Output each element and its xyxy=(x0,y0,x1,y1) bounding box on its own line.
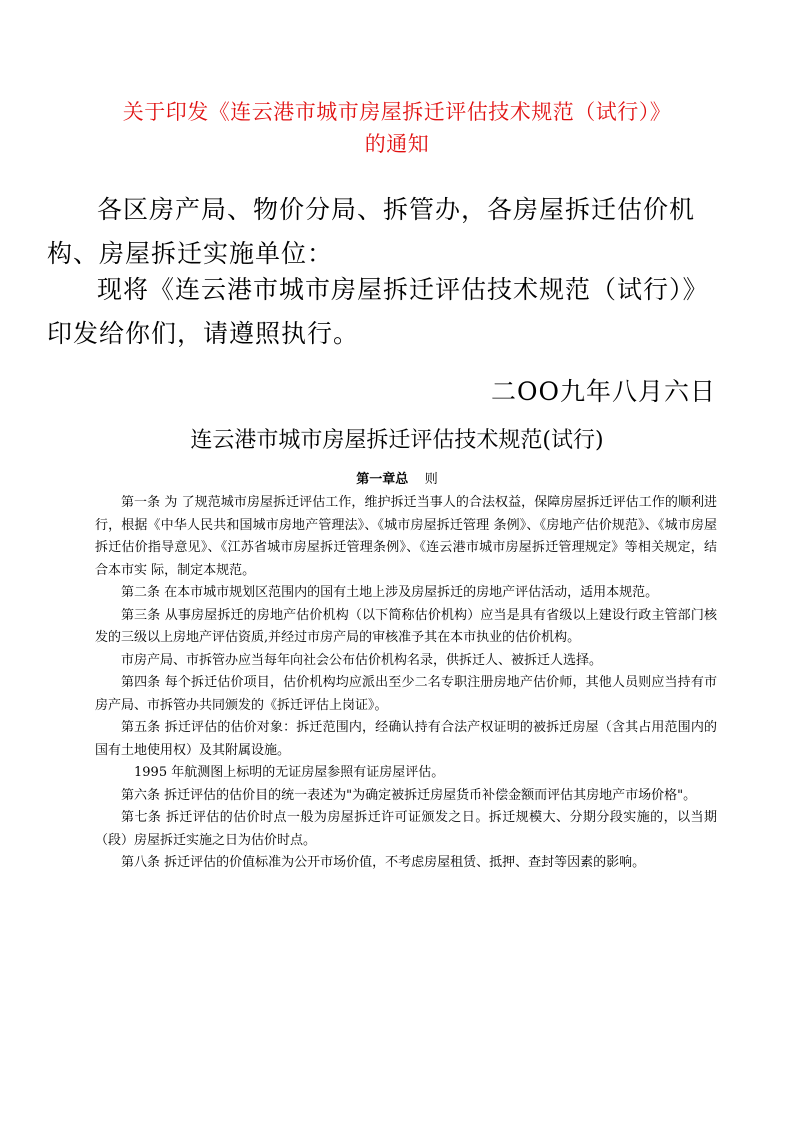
chapter-heading-text: 第一章总 xyxy=(356,472,409,487)
article-paragraph: 市房产局、市拆管办应当每年向社会公布估价机构名录，供拆迁人、被拆迁人选择。 xyxy=(121,652,603,668)
article-paragraph: 第六条 拆迁评估的估价目的统一表述为"为确定被拆迁房屋货币补偿金额而评估其房地产市场价格"。 xyxy=(121,787,697,803)
article-paragraph: 第四条 每个拆迁估价项目，估价机构均应派出至少二名专职注册房地产估价师，其他人员则应当持有市房产局、市拆管办共同颁发的《拆迁评估上岗证》。 xyxy=(95,675,717,713)
notice-title xyxy=(0,96,794,160)
chapter-heading-tail: 则 xyxy=(424,472,438,487)
article-paragraph: 第二条 在本市城市规划区范围内的国有土地上涉及房屋拆迁的房地产评估活动，适用本规范。 xyxy=(121,585,659,600)
articles-list xyxy=(95,492,717,875)
article-paragraph: 第一条 为 了规范城市房屋拆迁评估工作，维护拆迁当事人的合法权益，保障房屋拆迁评估工作的顺利进行，根据《中华人民共和国城市房地产管理法》、《城市房屋拆迁管理 条例》、《房地产估价规范》、《城市房屋拆迁估价指导意见》、《江苏省城市房屋拆迁管理条例》、《连云港市城市房屋拆迁管理规定》等相关规定，结合本市实 际，制定本规范。 xyxy=(95,495,717,578)
addressee-paragraph: 各区房产局、物价分局、拆管办，各房屋拆迁估价机构、房屋拆迁实施单位： xyxy=(47,195,696,268)
notice-date: 二OO九年八月六日 xyxy=(491,377,716,406)
article-paragraph: 第五条 拆迁评估的估价对象：拆迁范围内，经确认持有合法产权证明的被拆迁房屋（含其占用范围内的国有土地使用权）及其附属设施。 xyxy=(95,720,717,758)
notice-title-line-2: 的通知 xyxy=(364,132,430,156)
article-paragraph: 1995 年航测图上标明的无证房屋参照有证房屋评估。 xyxy=(134,765,445,780)
article-paragraph: 第三条 从事房屋拆迁的房地产估价机构（以下简称估价机构）应当是具有省级以上建设行政主管部门核发的三级以上房地产评估资质,并经过市房产局的审核准予其在本市执业的估价机构。 xyxy=(95,607,717,645)
article-paragraph: 第七条 拆迁评估的估价时点一般为房屋拆迁许可证颁发之日。拆迁规模大、分期分段实施的，以当期（段）房屋拆迁实施之日为估价时点。 xyxy=(95,810,717,848)
notice-body-paragraph: 现将《连云港市城市房屋拆迁评估技术规范（试行）》印发给你们，请遵照执行。 xyxy=(47,275,709,348)
notice-title-line-1: 关于印发《连云港市城市房屋拆迁评估技术规范（试行）》 xyxy=(122,100,672,124)
article-paragraph: 第八条 拆迁评估的价值标准为公开市场价值，不考虑房屋租赁、抵押、查封等因素的影响。 xyxy=(121,855,646,870)
chapter-heading xyxy=(0,470,794,490)
spec-title: 连云港市城市房屋拆迁评估技术规范(试行) xyxy=(190,428,604,453)
